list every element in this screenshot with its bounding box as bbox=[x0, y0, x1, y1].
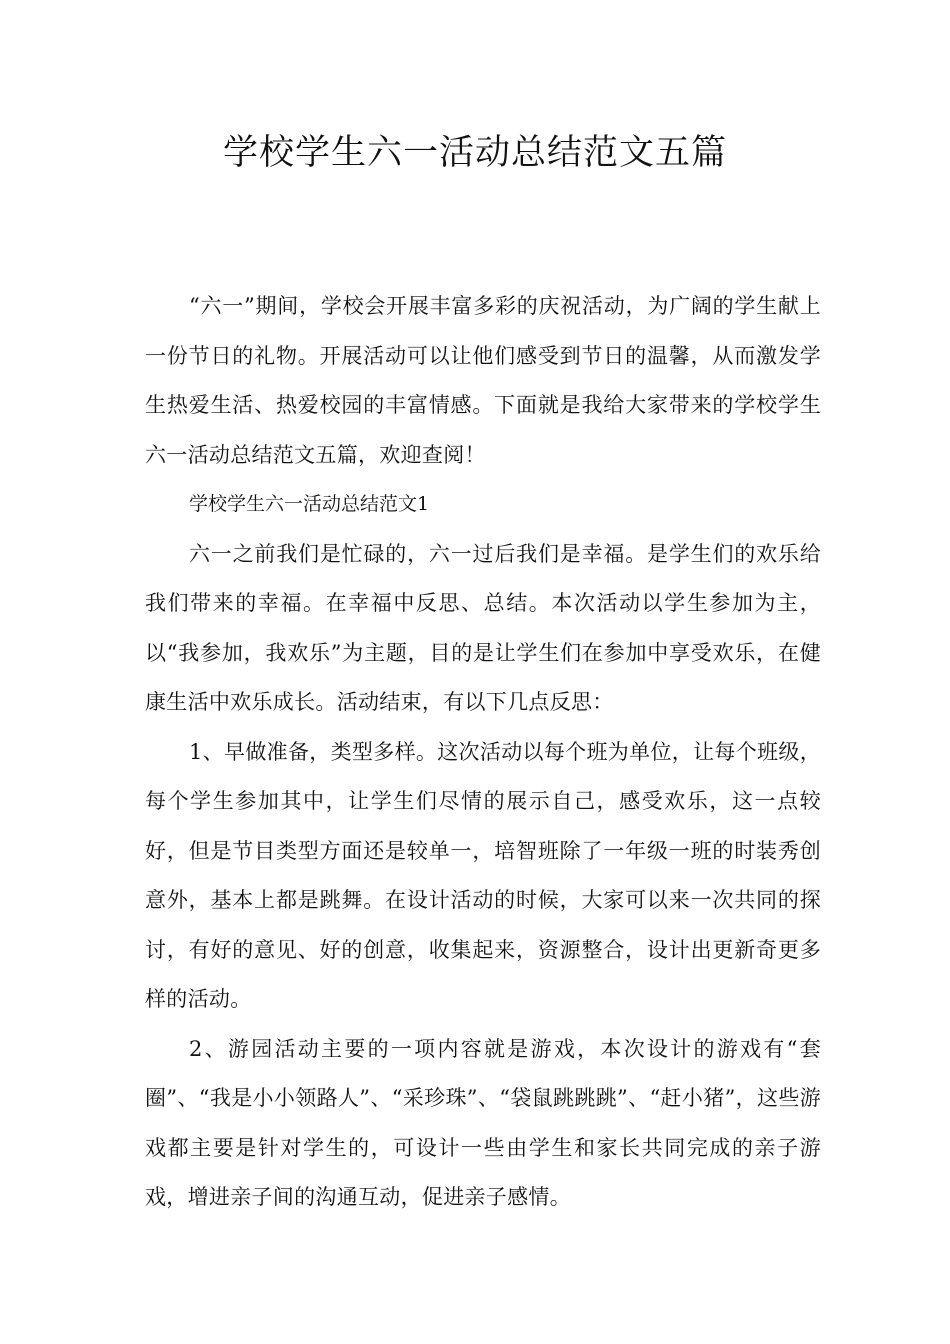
body-paragraph: 2、游园活动主要的一项内容就是游戏，本次设计的游戏有“套圈”、“我是小小领路人”、“采珍珠”、“袋鼠跳跳跳”、“赶小猪”，这些游戏都主要是针对学生的，可设计一些由学生和家长共同完成的亲子游戏，增进亲子间的沟通互动，促进亲子感情。 bbox=[145, 1036, 821, 1209]
document-title: 学校学生六一活动总结范文五篇 bbox=[222, 133, 727, 173]
intro-paragraph: “六一”期间，学校会开展丰富多彩的庆祝活动，为广阔的学生献上一份节日的礼物。开展活动可以让他们感受到节日的温馨，从而激发学生热爱生活、热爱校园的丰富情感。下面就是我给大家带来的学校学生六一活动总结范文五篇，欢迎查阅！ bbox=[145, 294, 821, 467]
body-paragraph: 1、早做准备，类型多样。这次活动以每个班为单位，让每个班级，每个学生参加其中，让学生们尽情的展示自己，感受欢乐，这一点较好，但是节目类型方面还是较单一，培智班除了一年级一班的时装秀创意外，基本上都是跳舞。在设计活动的时候，大家可以来一次共同的探讨，有好的意见、好的创意，收集起来，资源整合，设计出更新奇更多样的活动。 bbox=[145, 739, 821, 1011]
document-body bbox=[145, 282, 821, 1223]
body-paragraph: 六一之前我们是忙碌的，六一过后我们是幸福。是学生们的欢乐给我们带来的幸福。在幸福中反思、总结。本次活动以学生参加为主，以“我参加，我欢乐”为主题，目的是让学生们在参加中享受欢乐，在健康生活中欢乐成长。活动结束，有以下几点反思： bbox=[145, 541, 821, 714]
section-heading: 学校学生六一活动总结范文1 bbox=[189, 493, 430, 515]
